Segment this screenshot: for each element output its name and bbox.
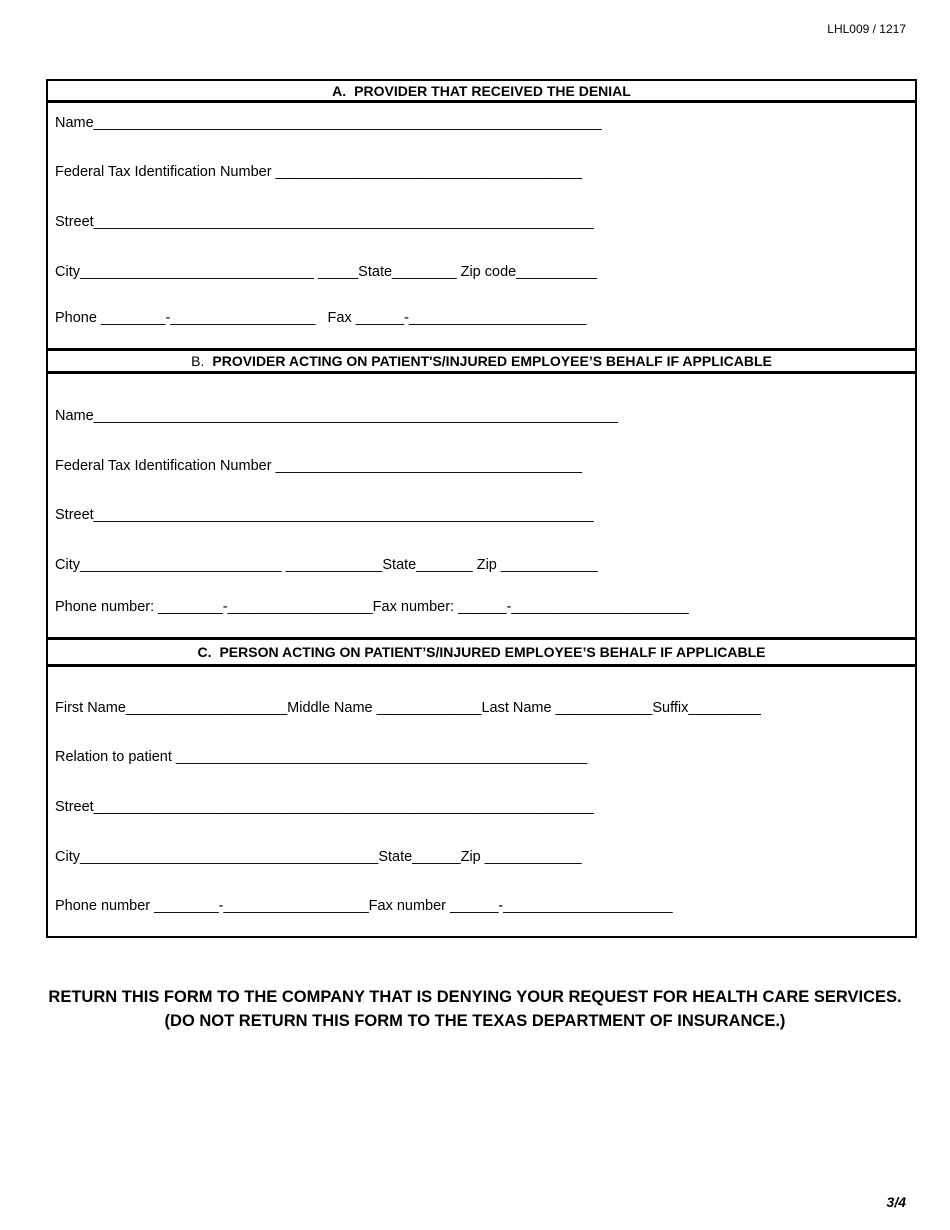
section-a-name-field[interactable]: Name_______________________________________________________________: [55, 115, 602, 131]
section-c-phone-fax-field[interactable]: Phone number ________-__________________Fax number ______-_____________________: [55, 898, 673, 914]
section-b-phone-fax-field[interactable]: Phone number: ________-__________________Fax number: ______-______________________: [55, 599, 689, 615]
section-b-street-field[interactable]: Street______________________________________________________________: [55, 507, 594, 523]
return-instructions-line-2: (DO NOT RETURN THIS FORM TO THE TEXAS DEPARTMENT OF INSURANCE.): [164, 1012, 786, 1030]
section-a-phone-fax-field[interactable]: Phone ________-__________________ Fax ______-______________________: [55, 310, 587, 326]
section-c-letter: C.: [197, 644, 212, 660]
section-b-tax-id-field[interactable]: Federal Tax Identification Number ______________________________________: [55, 458, 583, 474]
section-b-title: PROVIDER ACTING ON PATIENT'S/INJURED EMPLOYEE’S BEHALF IF APPLICABLE: [212, 353, 772, 369]
form-box: [46, 79, 917, 938]
form-code: LHL009 / 1217: [827, 22, 906, 36]
section-b-header: [48, 348, 915, 374]
section-c-street-field[interactable]: Street______________________________________________________________: [55, 799, 594, 815]
section-a-street-field[interactable]: Street______________________________________________________________: [55, 214, 594, 230]
section-a-header: [48, 81, 915, 103]
section-c-full-name-field[interactable]: First Name____________________Middle Name _____________Last Name ____________Suffix_________: [55, 700, 761, 716]
section-c-city-state-zip-field[interactable]: City_____________________________________State______Zip ____________: [55, 849, 582, 865]
page-number: 3/4: [886, 1194, 906, 1210]
section-b-letter: B.: [191, 353, 205, 369]
section-a-letter: A.: [332, 83, 347, 99]
section-b-city-state-zip-field[interactable]: City_________________________ ____________State_______ Zip ____________: [55, 557, 598, 573]
section-c-title: PERSON ACTING ON PATIENT’S/INJURED EMPLOYEE’S BEHALF IF APPLICABLE: [219, 644, 766, 660]
return-instructions: [0, 985, 950, 1033]
return-instructions-line-1: RETURN THIS FORM TO THE COMPANY THAT IS DENYING YOUR REQUEST FOR HEALTH CARE SERVICES.: [48, 988, 902, 1006]
section-a-title: PROVIDER THAT RECEIVED THE DENIAL: [354, 83, 631, 99]
section-c-relation-field[interactable]: Relation to patient ___________________________________________________: [55, 749, 588, 765]
section-a-city-state-zip-field[interactable]: City_____________________________ _____State________ Zip code__________: [55, 264, 597, 280]
section-c-header: [48, 637, 915, 667]
section-a-tax-id-field[interactable]: Federal Tax Identification Number ______________________________________: [55, 164, 583, 180]
section-b-name-field[interactable]: Name_________________________________________________________________: [55, 408, 618, 424]
